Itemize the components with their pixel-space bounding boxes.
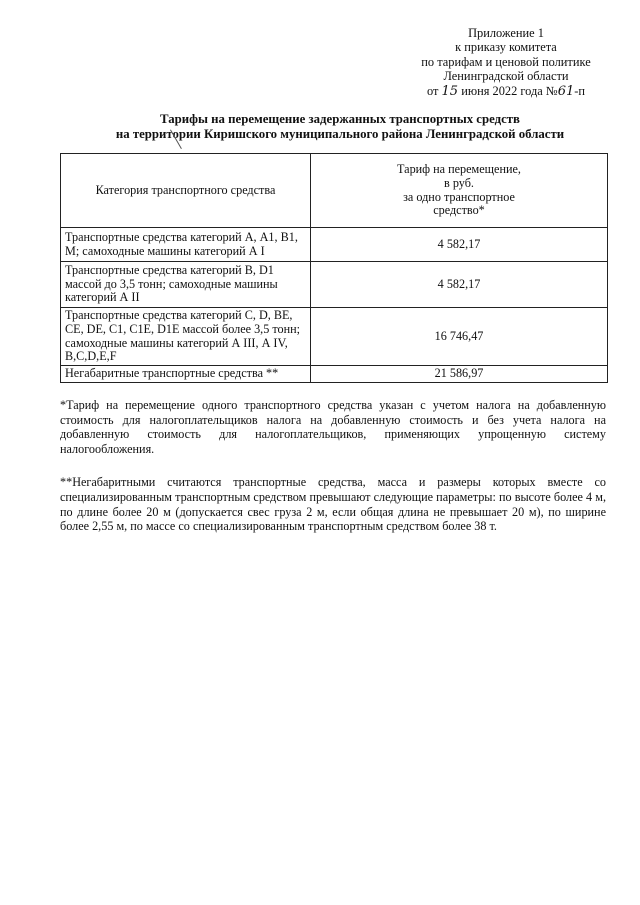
- category-line: М; самоходные машины категорий А I: [65, 243, 265, 258]
- category-line: массой до 3,5 тонн; самоходные машины: [65, 276, 278, 291]
- appendix-line: Приложение 1: [468, 26, 544, 40]
- appendix-date-line: [390, 84, 622, 99]
- title-line: на территории Киришского муниципального района Ленинградской области: [115, 127, 565, 141]
- tariff-header: [311, 154, 608, 228]
- category-cell: [61, 366, 311, 383]
- category-line: Негабаритные транспортные средства **: [65, 366, 279, 380]
- footnote-tariff-vat: *Тариф на перемещение одного транспортного средства указан с учетом налога на добавленную стоимость для налогоплательщиков налога на добавленную стоимость и без учета налога на добавленную стоимость для налогоплательщиков, применяющих упрощенную систему налогообложения.: [60, 398, 606, 456]
- tariff-value-cell: 4 582,17: [311, 228, 608, 262]
- category-header: Категория транспортного средства: [61, 154, 311, 228]
- tariff-header-line: в руб.: [444, 175, 474, 190]
- date-middle: июня 2022 года №: [461, 83, 558, 98]
- table-row: [61, 308, 608, 366]
- category-cell: [61, 262, 311, 308]
- tariff-header-line: Тариф на перемещение,: [397, 161, 521, 176]
- title-line: Тарифы на перемещение задержанных транспортных средств: [160, 112, 520, 126]
- table-row: [61, 228, 608, 262]
- table-row: [61, 366, 608, 383]
- appendix-line: Ленинградской области: [443, 69, 569, 84]
- order-suffix: -п: [574, 83, 586, 98]
- table-header-row: [61, 154, 608, 228]
- tariff-table: [60, 153, 608, 383]
- category-line: СЕ, DE, С1, С1Е, D1E массой более 3,5 тонн;: [65, 321, 301, 336]
- category-cell: [61, 228, 311, 262]
- footnote-oversized: **Негабаритными считаются транспортные средства, масса и размеры которых вместе со специализированным транспортным средством превышают следующие параметры: по высоте более 4 м, по длине более 20 м (допускается свес груза 2 м, если общая длина не превышает 20 м), по ширине более 2,55 м, по массе со специализированным транспортным средством более 38 т.: [60, 475, 606, 534]
- category-cell: [61, 308, 311, 366]
- category-line: B,C,D,E,F: [65, 349, 117, 364]
- appendix-line: по тарифам и ценовой политике: [421, 54, 591, 69]
- category-line: Транспортные средства категорий А, А1, В1,: [65, 229, 298, 244]
- appendix-line: к приказу комитета: [455, 40, 557, 55]
- handwritten-day: 15: [441, 83, 459, 99]
- table-row: [61, 262, 608, 308]
- footnotes: [60, 398, 606, 553]
- appendix-header: [390, 26, 622, 99]
- date-prefix: от: [426, 83, 439, 98]
- handwritten-number: 61: [557, 83, 575, 99]
- category-line: Транспортные средства категорий С, D, ВЕ,: [65, 307, 293, 322]
- tariff-value-cell: 16 746,47: [311, 308, 608, 366]
- tariff-value-cell: 21 586,97: [311, 366, 608, 383]
- category-line: Транспортные средства категорий В, D1: [65, 262, 274, 277]
- tariff-value-cell: 4 582,17: [311, 262, 608, 308]
- tariff-header-line: средство*: [433, 203, 485, 218]
- document-title: [60, 112, 620, 142]
- category-line: категорий А II: [65, 290, 140, 305]
- category-line: самоходные машины категорий А III, А IV,: [65, 335, 288, 350]
- tariff-header-line: за одно транспортное: [403, 189, 515, 204]
